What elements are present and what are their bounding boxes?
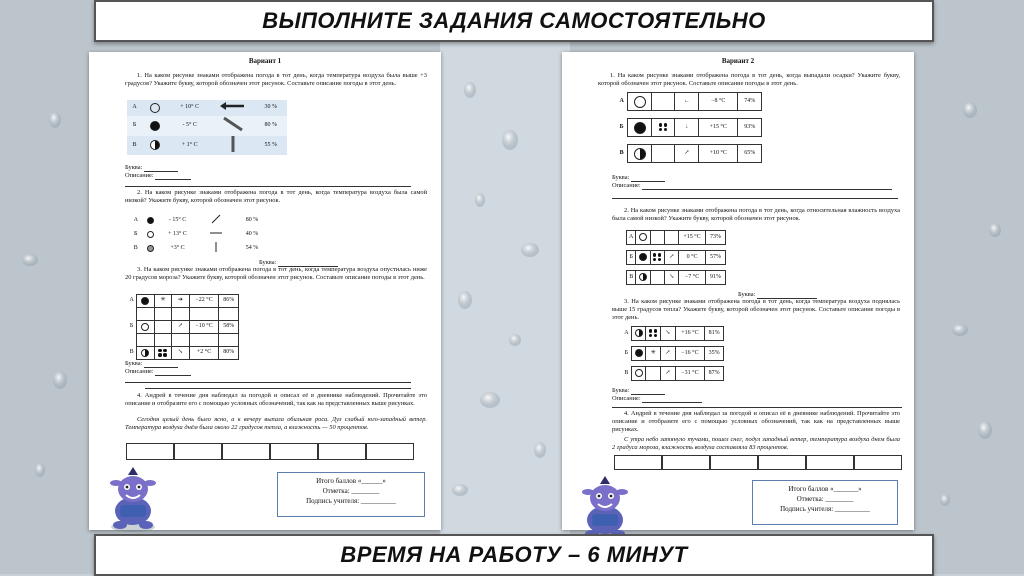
question-3: 3. На каком рисунке знаками отображена погода в тот день, когда температура воздуха поднялась выше 15 градусов тепла? Укажите букву, которой обозначен этот рисунок. Составьте описание погоды в этот день. [612, 298, 900, 321]
humidity: 73% [706, 231, 726, 245]
question-1: 1. На каком рисунке знаками отображена погода в тот день, когда выпадали осадки? Укажите букву, которой обозначен этот рисунок. Составьте описание погоды в этот день. [598, 72, 900, 87]
instruction-banner: ВЫПОЛНИТЕ ЗАДАНИЯ САМОСТОЯТЕЛЬНО [94, 0, 934, 42]
section-divider [145, 388, 411, 389]
wind-arrow-icon: ↘ [172, 347, 189, 360]
overcast-icon [150, 121, 160, 131]
answer-grid[interactable] [614, 455, 902, 470]
time-banner: ВРЕМЯ НА РАБОТУ – 6 МИНУТ [94, 534, 934, 576]
overcast-icon [635, 349, 643, 357]
humidity: 91% [706, 271, 726, 285]
temperature: −8 °С [699, 93, 738, 111]
variant-title: Вариант 1 [248, 57, 282, 65]
row-letter: Б [129, 323, 134, 330]
wind-arrow-icon: ← [675, 93, 699, 111]
question-1: 1. На каком рисунке знаками отображена погода в тот день, когда температура воздуха была выше +3 градусов? Укажите букву, которой обозначен этот рисунок. Составьте описание погоды в этот день. [125, 72, 427, 87]
temperature: −7 °С [679, 271, 706, 285]
score-box: Итого баллов «_______» Отметка: ________ Подпись учителя: __________ [752, 480, 898, 525]
humidity: 40 % [245, 231, 259, 238]
wind-arrow-icon: ↗ [675, 145, 699, 163]
humidity: 30 % [264, 104, 278, 111]
weather-table-q1 [616, 92, 762, 163]
wind-arrow-icon [220, 102, 246, 110]
overcast-icon [147, 217, 154, 224]
letter-answer: Буква: [125, 360, 427, 368]
row-letter: В [133, 245, 138, 252]
partly-cloudy-icon [639, 273, 647, 281]
letter-answer: Буква: [738, 291, 900, 299]
rain-icon [659, 123, 668, 131]
row-letter: Б [627, 251, 636, 265]
row-letter: Б [132, 122, 137, 128]
answer-line [612, 407, 902, 408]
row-letter: В [132, 141, 137, 148]
wind-arrow-icon [220, 116, 246, 132]
temperature: +15 °С [699, 119, 738, 137]
row-letter: А [619, 97, 624, 104]
row-letter: Б [619, 123, 624, 130]
worksheet-variant-1 [89, 52, 441, 530]
temperature: + 1° С [181, 141, 198, 148]
temperature: 0 °С [679, 251, 706, 265]
letter-answer: Буква: [612, 387, 900, 395]
row-letter: В [627, 271, 636, 285]
humidity: 58% [219, 321, 239, 334]
row-letter: А [129, 297, 134, 304]
weather-table-q2 [626, 230, 726, 285]
partly-cloudy-icon [635, 329, 643, 337]
humidity: 81% [705, 327, 724, 341]
humidity: 35% [705, 347, 724, 361]
wind-arrow-icon: ↘ [661, 327, 675, 341]
row-letter: А [627, 231, 636, 245]
humidity: 54 % [245, 245, 259, 252]
temperature: +15 °С [679, 231, 706, 245]
clear-sky-icon [634, 96, 646, 108]
row-letter: Б [624, 349, 629, 356]
cloudy-icon [147, 245, 154, 252]
wind-arrow-icon [220, 136, 246, 152]
letter-answer: Буква: [125, 164, 427, 172]
row-letter: А [624, 329, 629, 336]
humidity: 87% [705, 367, 724, 381]
wind-arrow-icon [209, 229, 223, 237]
question-4: 4. Андрей в течение дня наблюдал за погодой и описал её в дневнике наблюдений. Прочитайте это описание и отобразите его с помощью условных обозначений, так как на представленных выше рисунках. [612, 410, 900, 433]
partly-cloudy-icon [150, 140, 160, 150]
rain-icon [158, 349, 167, 357]
row-letter: А [133, 217, 138, 224]
clear-sky-icon [635, 369, 643, 377]
score-box: Итого баллов «______» Отметка: ________ Подпись учителя: __________ [277, 472, 425, 517]
snow-icon: ✳ [154, 295, 171, 308]
humidity: 86% [219, 295, 239, 308]
temperature: - 5° С [182, 122, 197, 128]
weather-table-q3 [127, 294, 239, 360]
temperature: −16 °С [675, 347, 705, 361]
troll-mascot-illustration [572, 474, 638, 542]
letter-answer: Буква: [612, 174, 900, 182]
humidity: 57% [706, 251, 726, 265]
clear-sky-icon [147, 231, 154, 238]
temperature: +2 °С [189, 347, 219, 360]
row-letter: Б [134, 231, 138, 238]
question-4: 4. Андрей в течение дня наблюдал за погодой и описал её в дневнике наблюдений. Прочитайте это описание и отобразите его с помощью условных обозначений, так как на представленных выше рисунках. [125, 392, 427, 407]
temperature: + 10° С [180, 104, 200, 111]
question-2: 2. На каком рисунке знаками отображена погода в тот день, когда относительная влажность воздуха была самой низкой? Укажите букву, которой обозначен этот рисунок. [612, 207, 900, 222]
temperature: +3° С [170, 245, 185, 252]
weather-table-q3 [622, 326, 724, 381]
troll-mascot-illustration [100, 465, 166, 533]
row-letter: В [129, 349, 134, 356]
letter-answer: Буква: [259, 259, 427, 267]
row-letter: В [619, 149, 624, 156]
temperature: +10 °С [699, 145, 738, 163]
answer-grid[interactable] [126, 443, 414, 460]
description-answer: Описание: [125, 172, 427, 180]
description-answer: Описание: [125, 368, 427, 376]
wind-arrow-icon [210, 214, 222, 224]
wind-arrow-icon: ↘ [665, 271, 679, 285]
clear-sky-icon [150, 103, 160, 113]
humidity: 55 % [264, 141, 278, 148]
variant-title: Вариант 2 [721, 57, 755, 65]
wind-arrow-icon: ↗ [172, 321, 189, 334]
humidity: 80% [219, 347, 239, 360]
overcast-icon [634, 122, 646, 134]
clear-sky-icon [639, 233, 647, 241]
wind-arrow-icon: ↗ [665, 251, 679, 265]
description-answer: Описание: [612, 395, 900, 403]
temperature: −31 °С [675, 367, 705, 381]
partly-cloudy-icon [634, 148, 646, 160]
humidity: 65% [738, 145, 762, 163]
temperature: +16 °С [675, 327, 705, 341]
question-3: 3. На каком рисунке знаками отображена погода в тот день, когда температура воздуха опустилась ниже 20 градусов мороза? Укажите букву, которой обозначен этот рисунок. Составьте описание погоды в этот день. [125, 266, 427, 281]
humidity: 93% [738, 119, 762, 137]
clear-sky-icon [141, 323, 149, 331]
diary-text: Сегодня целый день было ясно, а к вечеру выпала обильная роса. Дул слабый юго-западный ветер. Температура воздуха днём была около 22 градусов тепла, а влажность — 50 процентов. [125, 416, 427, 431]
wind-arrow-icon: ➔ [172, 295, 189, 308]
temperature: - 15° С [168, 217, 187, 224]
answer-line [612, 198, 898, 199]
temperature: −10 °С [189, 321, 219, 334]
temperature: + 13° С [168, 231, 187, 238]
humidity: 74% [738, 93, 762, 111]
rain-icon [653, 253, 662, 261]
snow-icon: ✳ [646, 347, 661, 361]
answer-line [125, 382, 411, 383]
wind-arrow-icon: ↗ [661, 347, 675, 361]
worksheet-variant-2 [562, 52, 914, 530]
partly-cloudy-icon [141, 349, 149, 357]
humidity: 80 % [264, 122, 278, 128]
row-letter: В [624, 369, 629, 376]
wind-arrow-icon [210, 242, 222, 252]
row-letter: А [132, 104, 137, 111]
wind-arrow-icon: ↓ [675, 119, 699, 137]
weather-table-q1 [127, 100, 287, 155]
answer-line [125, 186, 411, 187]
temperature: −22 °С [189, 295, 219, 308]
overcast-icon [141, 297, 149, 305]
question-2: 2. На каком рисунке знаками отображена погода в тот день, когда температура воздуха была самой низкой? Укажите букву, которой обозначен этот рисунок. [125, 189, 427, 204]
description-answer: Описание: [612, 182, 900, 190]
diary-text: С утра небо затянуло тучами, пошел снег, подул западный ветер, температура воздуха днем была 2 градуса мороза, влажность воздуха составляла 83 процентов. [612, 436, 900, 451]
weather-table-q2 [129, 214, 269, 256]
wind-arrow-icon: ↗ [661, 367, 675, 381]
rain-icon [649, 329, 658, 337]
overcast-icon [639, 253, 647, 261]
humidity: 80 % [245, 217, 259, 224]
